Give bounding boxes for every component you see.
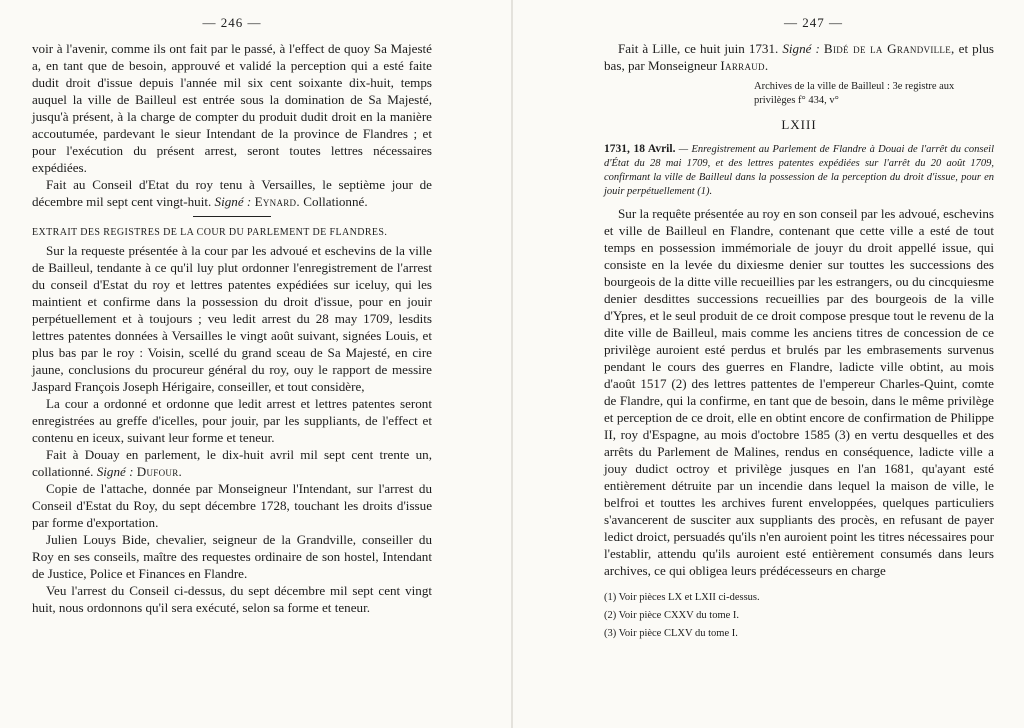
left-p5-text: Fait à Douay en parlement, le dix-huit avril mil sept cent trente un, collationné. xyxy=(32,447,432,479)
right-p1-signatory-2: Iarraud. xyxy=(720,58,769,73)
footnote-3: (3) Voir pièce CLXV du tome I. xyxy=(604,628,738,639)
left-paragraph-8: Veu l'arrest du Conseil ci-dessus, du sept décembre mil sept cent vingt huit, nous ordonnons qu'il sera exécuté, selon sa forme et teneur. xyxy=(32,583,432,615)
left-p2-text: Fait au Conseil d'Etat du roy tenu à Versailles, le septième jour de décembre mil sept cent vingt-huit. xyxy=(32,177,432,209)
left-p2-signe: Signé : xyxy=(214,194,252,209)
archive-reference: Archives de la ville de Bailleul : 3e registre aux privilèges f° 434, v° xyxy=(754,81,955,106)
right-p1-end: et plus bas, par Monseigneur xyxy=(604,41,994,73)
document-summary xyxy=(604,142,994,199)
right-p1-signe: Signé : xyxy=(782,41,820,56)
left-p5-signatory: Dufour. xyxy=(136,464,183,479)
summary-text: — Enregistrement au Parlement de Flandre à Douai de l'arrêt du conseil d'État du 28 mai 1709, et des lettres patentes expédiées sur l'arrêt du 20 août 1709, confirmant la ville de Bailleul dans la possession de la perception du droit d'issue, pour en jouir perpétuellement (1). xyxy=(604,144,995,197)
page-number-right: — 247 — xyxy=(784,15,843,30)
right-p1-signatory: Bidé de la Grandville, xyxy=(823,41,955,56)
left-p2-signatory: Eynard. xyxy=(254,194,300,209)
right-body-paragraph: Sur la requête présentée au roy en son conseil par les advoué, eschevins et ville de Bailleul en Flandre, contenant que cette ville a esté de tout temps en possession immémoriale de jouyr du droit appellé issue, qui consiste en la levée du dixiesme denier sur touttes les successions des bourgeois de la ditte ville recueillies par les estrangers, ou du cincquiesme denier desdittes successions recueillies par des bourgeois de la ville d'Ypres, et le seul produit de ce droit compose presque tout le revenu de la dite ville de Bailleul, mais comme les anciens titres de concession de ce privilège auroient esté perdus et brulés par les embrasements survenus pendant le cours des guerres en Flandre, ladicte ville obtint, au mois d'août 1517 (2) des lettres pattentes de l'empereur Charles-Quint, comte de Flandre, qui la confirme, en tant que de besoin, dans le même privilège et perception de ce droit, elle en obtint encore de confirmation de Philippe II, roy d'Espagne, au mois d'octobre 1585 (3) en vertu desquelles et des arrêts du Parlement de Malines, rendus en conséquence, ladicte ville a jouy dudict octroy et privilège jusques en l'an 1681, qu'ayant esté entièrement détruite par un incendie dans lequel la maison de ville, le belfroi et touttes les archives furent enveloppées, quelques particuliers s'avancerent de susciter aux suppliants des procès, en refusant de payer ledict droict, persuadés qu'ils n'en auroient point les titres nécessaires pour l'establir, attendu qu'ils auroient esté entièrement consumés dans leurs archives, ce qui obligea leurs prédécesseurs en charge xyxy=(604,206,994,578)
footnotes xyxy=(604,589,994,643)
summary-date: 1731, 18 Avril. xyxy=(604,143,676,155)
right-page xyxy=(512,0,1024,728)
left-paragraph-3: Sur la requeste présentée à la cour par les advoué et eschevins de la ville de Bailleul, tendante à ce qu'il luy plut ordonner l'enregistrement de l'arrest du conseil d'Estat du roy et lettres patentes expédiées sur iceluy, qui les maintient et confirme dans la possession du droit d'issue, pour en jouir perpétuellement et à toujours ; veu ledit arrest du 28 may 1709, lesdits lettres patentes données à Versailles le vingt août suivant, signées Louis, et plus bas par le roy : Voisin, scellé du grand sceau de Sa Majesté, en cire jaune, conclusions du procureur général du roy, ouy le rapport de messire Jaspard François Joseph Hérigaire, conseiller, et tout considère, xyxy=(32,243,432,394)
left-paragraph-1: voir à l'avenir, comme ils ont fait par le passé, à l'effect de quoy Sa Majesté a, en tant que de besoin, approuvé et validé la perception qui a esté faite dudit droit d'issue depuis l'année mil six cent soixante dix-huit, temps auquel la ville de Bailleul est entrée sous la domination de Sa Majesté, jusqu'à présent, à la charge de compter du produit dudit droit en la manière accoutumée, pardevant le sieur Intendant de la province de Flandres ; et pour l'exécution du présent arrest, seront toutes lettres nécessaires expédiées. xyxy=(32,41,432,175)
page-number-left: — 246 — xyxy=(202,15,262,30)
left-paragraph-2 xyxy=(32,176,432,210)
left-p2-end: Collationné. xyxy=(303,194,368,209)
footnote-2: (2) Voir pièce CXXV du tome I. xyxy=(604,610,740,621)
right-p1-text: Fait à Lille, ce huit juin 1731. xyxy=(618,41,783,56)
left-p5-signe: Signé : xyxy=(96,464,134,479)
left-paragraph-7: Julien Louys Bide, chevalier, seigneur de la Grandville, conseiller du Roy en ses conseils, maître des requestes ordinaire de son hostel, Intendant de Justice, Police et Finances en Flandre. xyxy=(32,532,432,581)
footnote-1: (1) Voir pièces LX et LXII ci-dessus. xyxy=(604,592,760,603)
section-heading-extrait: EXTRAIT DES REGISTRES DE LA COUR DU PARLEMENT DE FLANDRES. xyxy=(32,227,388,238)
right-paragraph-1 xyxy=(604,40,994,74)
left-paragraph-4: La cour a ordonné et ordonne que ledit arrest et lettres patentes seront enregistrées au greffe d'icelles, pour jouir, par les suppliants, de l'effect et contenu en iceux, suivant leur forme et teneur. xyxy=(32,396,432,445)
left-paragraph-5 xyxy=(32,446,432,480)
document-number: LXIII xyxy=(781,117,817,132)
left-paragraph-6: Copie de l'attache, donnée par Monseigneur l'Intendant, sur l'arrest du Conseil d'Estat du Roy, du sept décembre 1728, touchant les droits d'issue par forme d'exportation. xyxy=(32,481,432,530)
section-divider xyxy=(193,216,271,217)
